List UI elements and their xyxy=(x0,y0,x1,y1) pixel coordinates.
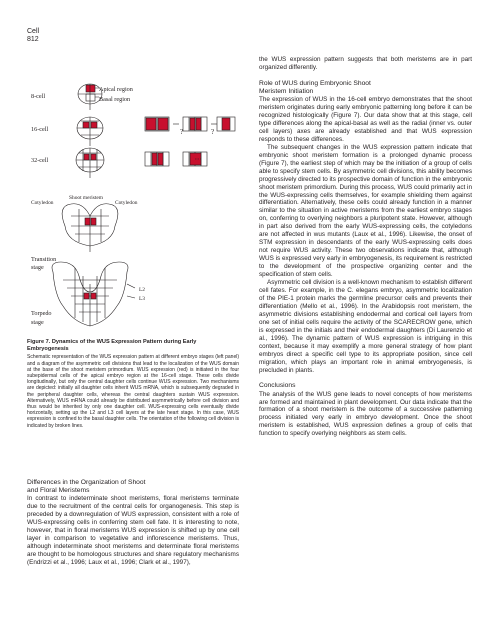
section-title-conclusions: Conclusions xyxy=(259,382,296,390)
label-transition-stage: stage xyxy=(31,264,44,271)
label-cotyledon-left: Cotyledon xyxy=(31,200,54,206)
caption-body: Schematic representation of the WUS expression pattern at different embryo stages (left panel) and a diagram of the asymmetric cell divisions that lead to the localization of the WUS domain at the base of the shoot meristem primordium. WUS expression (red) is initiated in the four subepidermal cells of the apical embryo region at the 16-cell stage. These cells divide longitudinally, but only the central daughter cells continue WUS expression. Two mechanisms are depicted: initially all daughter cells inherit WUS mRNA, which is subsequently degraded in the peripheral daughter cells, whereas the central daughters sustain WUS expression. Alternatively, WUS mRNA could already be distributed asymmetrically before cell division and thus would be inherited by only one daughter cell. WUS-expressing cells eventually divide horizontally, setting up the L2 and L3 cell layers at the late heart stage. In this case, WUS expression is confined to the basal daughter cells. The orientation of the following cell division is indicated by broken lines. xyxy=(27,354,239,429)
section-title-wus-role-2: Meristem Initiation xyxy=(259,88,314,95)
paragraph-asymmetric-division: Asymmetric cell division is a well-known mechanism to establish different cell fates. For example, in the C. elegans embryo, asymmetric localization of the PIE-1 protein marks the germline precursor cells and prevents their differentiation (Mello et al., 1996). In the Arabidopsis root meristem, the asymmetric divisions establishing endodermal and cortical cell layers from one set of initial cells require the activity of the SCARECROW gene, which is expressed in the initials and their endodermal daughters (Di Laurenzio et al., 1996). The dynamic pattern of WUS expression is intriguing in this context, because it may exemplify a more general strategy of how plant embryos direct a specific cell type to its appropriate position, since cell migration, which plays an important role in animal embryogenesis, is precluded in plants. xyxy=(259,279,472,374)
label-8-cell: 8-cell xyxy=(31,93,46,100)
figure-7-diagram xyxy=(27,56,239,338)
question-mark-1: ? xyxy=(180,128,184,136)
label-torpedo-stage: stage xyxy=(31,319,44,326)
paragraph-wus-16-cell: The expression of WUS in the 16-cell embryo demonstrates that the shoot meristem originates during early embryonic patterning long before it can be recognized histologically (Figure 7). Our data show that at this stage, cell type differences along the apical-basal as well as the radial (inner vs. outer cell layers) axes are already established and that WUS expression responds to these differences. xyxy=(259,96,472,143)
figure-7-caption xyxy=(27,339,239,429)
running-header xyxy=(27,28,39,44)
paragraph-conclusions: The analysis of the WUS gene leads to novel concepts of how meristems are formed and maintained in plant development. Our data indicate that the formation of a shoot meristem is the outcome of a successive patterning process initiated very early in embryo development. Once the shoot meristem is established, WUS expression defines a group of cells that function to specify overlying neighbors as stem cells. xyxy=(259,390,472,438)
section-title-line2: and Floral Meristems xyxy=(27,487,90,495)
label-cotyledon-right: Cotyledon xyxy=(115,200,138,206)
label-l3: L3 xyxy=(139,296,145,302)
section-title-line1: Differences in the Organization of Shoot xyxy=(27,479,146,486)
label-torpedo: Torpedo xyxy=(31,310,52,317)
section-paragraph: In contrast to indeterminate shoot meristems, floral meristems terminate due to the recruitment of the central cells for organogenesis. This step is preceded by a downregulation of WUS expression, consistent with a role of WUS-expressing cells in conferring stem cell fate. It is interesting to note, however, that in floral meristems WUS expression is shifted up by one cell layer in comparison to vegetative and inflorescence meristems. Thus, although indeterminate shoot meristems and determinate floral meristems are thought to be homologous structures and share regulatory mechanisms (Endrizzi et al., 1996; Laux et al., 1996; Clark et al., 1997), xyxy=(27,495,239,566)
label-transition: Transition xyxy=(31,256,57,263)
label-shoot-meristem: Shoot meristem xyxy=(69,195,103,201)
continued-paragraph: the WUS expression pattern suggests that both meristems are in part organized differently. xyxy=(259,56,472,71)
page-number: 812 xyxy=(27,36,39,43)
label-32-cell: 32-cell xyxy=(31,157,49,164)
section-title-wus-role-1: Role of WUS during Embryonic Shoot xyxy=(259,79,371,87)
label-l2: L2 xyxy=(139,287,145,293)
label-16-cell: 16-cell xyxy=(31,126,49,133)
paragraph-wus-dynamics: The subsequent changes in the WUS expression pattern indicate that embryonic shoot meristem formation is a prolonged dynamic process (Figure 7), the earliest step of which may be the initiation of a group of cells able to specify stem cells. By asymmetric cell divisions, this ability becomes progressively directed to its prospective domain of function in the embryonic shoot meristem primordium. During this process, WUS could primarily act in the WUS-expressing cells themselves, for example shielding them against differentiation. Alternatively, these cells could already function in a manner similar to the situation in active meristems from the earliest embryo stages on, conferring to overlying neighbors a pluripotent state. However, although in part also derived from the early WUS-expressing cells, the cotyledons are not affected in wus mutants (Laux et al., 1996). Likewise, the onset of STM expression in descendants of the early WUS-expressing cells does not require WUS activity. These two observations indicate that, although WUS is expressed very early in embryogenesis, its requirement is restricted to the development of the prospective organizing center and the specification of stem cells. xyxy=(259,143,472,279)
question-mark-2: ? xyxy=(211,128,215,136)
label-basal-region: Basal region xyxy=(99,96,131,103)
label-apical-region: Apical region xyxy=(99,86,133,93)
caption-title: Figure 7. Dynamics of the WUS Expression Pattern during Early Embryogenesis xyxy=(27,339,197,352)
journal-name: Cell xyxy=(27,28,40,35)
section-shoot-floral-meristems xyxy=(27,479,239,567)
right-column xyxy=(259,56,472,438)
